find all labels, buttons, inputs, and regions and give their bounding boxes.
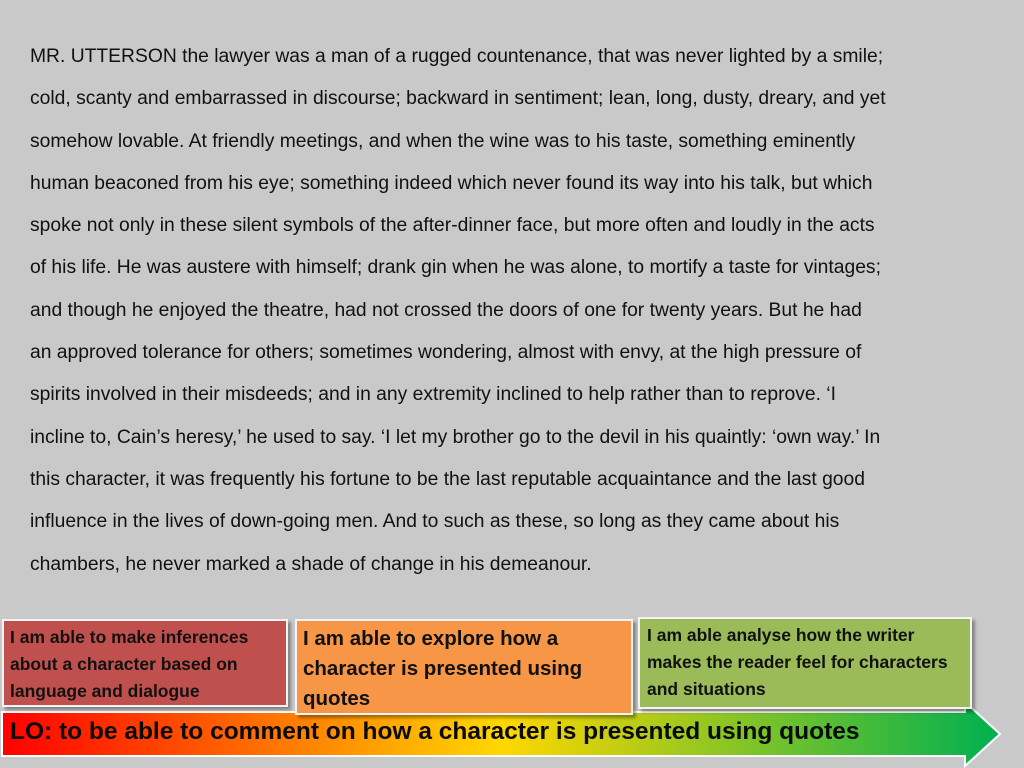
passage-line: spirits involved in their misdeeds; and in any extremity inclined to help rather than to reprove. ‘I bbox=[30, 384, 836, 406]
passage-line: this character, it was frequently his fortune to be the last reputable acquaintance and the last good bbox=[30, 468, 865, 490]
passage-line: and though he enjoyed the theatre, had not crossed the doors of one for twenty years. But he had bbox=[30, 299, 862, 321]
outcome-box-red bbox=[2, 619, 288, 707]
outcome-green-text: I am able analyse how the writer makes the reader feel for characters and situations bbox=[647, 625, 948, 699]
passage-line: an approved tolerance for others; sometimes wondering, almost with envy, at the high pressure of bbox=[30, 342, 862, 364]
outcome-box-orange bbox=[295, 619, 633, 715]
passage-line: chambers, he never marked a shade of change in his demeanour. bbox=[30, 553, 592, 575]
outcome-orange-text: I am able to explore how a character is presented using quotes bbox=[303, 627, 583, 710]
passage-line: of his life. He was austere with himself; drank gin when he was alone, to mortify a taste for vintages; bbox=[30, 257, 881, 279]
passage-line: MR. UTTERSON the lawyer was a man of a rugged countenance, that was never lighted by a smile; bbox=[30, 46, 884, 67]
extract-passage bbox=[30, 36, 995, 586]
passage-line: human beaconed from his eye; something indeed which never found its way into his talk, but which bbox=[30, 172, 873, 194]
passage-line: incline to, Cain’s heresy,’ he used to say. ‘I let my brother go to the devil in his quaintly: ‘own way.’ In bbox=[30, 426, 881, 448]
passage-line: cold, scanty and embarrassed in discourse; backward in sentiment; lean, long, dusty, dreary, and yet bbox=[30, 88, 886, 110]
outcome-box-green bbox=[638, 617, 972, 709]
outcome-red-text: I am able to make inferences about a character based on language and dialogue bbox=[10, 627, 249, 701]
passage-line: somehow lovable. At friendly meetings, and when the wine was to his taste, something eminently bbox=[30, 130, 856, 152]
passage-line: spoke not only in these silent symbols of the after-dinner face, but more often and loudly in the acts bbox=[30, 215, 875, 237]
learning-objective-text: LO: to be able to comment on how a character is presented using quotes bbox=[10, 718, 860, 745]
passage-line: influence in the lives of down-going men. And to such as these, so long as they came about his bbox=[30, 511, 840, 533]
